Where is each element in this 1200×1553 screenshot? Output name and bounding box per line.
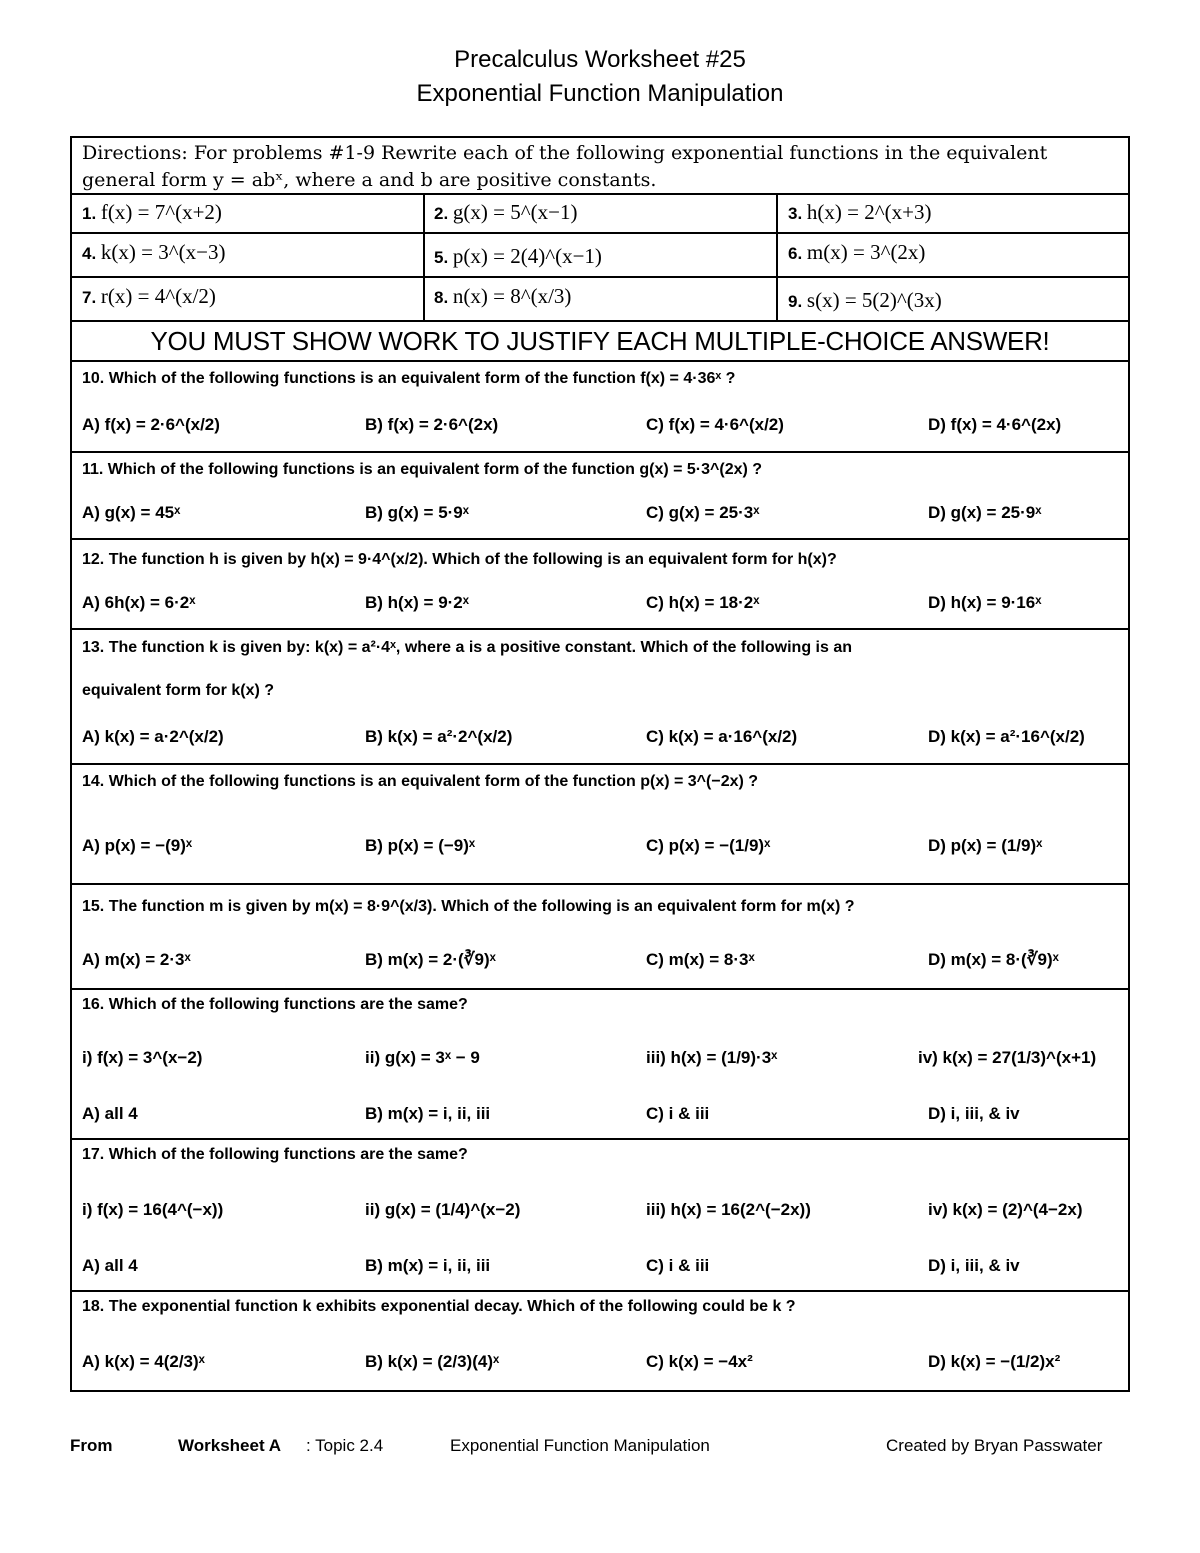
q12-option-d: D) h(x) = 9·16ˣ [928,593,1042,612]
footer-author: Created by Bryan Passwater [886,1436,1103,1455]
q17-item-ii: ii) g(x) = (1/4)^(x−2) [365,1200,521,1219]
problem-8: 8. n(x) = 8^(x/3) [434,284,572,308]
q16-option-c: C) i & iii [646,1104,710,1123]
q11-option-a: A) g(x) = 45ˣ [82,503,181,522]
q17-item-i: i) f(x) = 16(4^(−x)) [82,1200,224,1219]
q11-option-d: D) g(x) = 25·9ˣ [928,503,1042,522]
section-divider [70,538,1130,540]
question-18-text: 18. The exponential function k exhibits exponential decay. Which of the following could be k ? [82,1298,796,1315]
q13-option-d: D) k(x) = a²·16^(x/2) [928,727,1085,746]
q16-item-i: i) f(x) = 3^(x−2) [82,1048,203,1067]
grid-divider [776,193,778,321]
section-divider [70,1290,1130,1292]
q10-option-c: C) f(x) = 4·6^(x/2) [646,415,784,434]
q11-option-b: B) g(x) = 5·9ˣ [365,503,469,522]
q17-option-d: D) i, iii, & iv [928,1256,1020,1275]
page-title: Precalculus Worksheet #25 [454,46,746,73]
directions: Directions: For problems #1-9 Rewrite each of the following exponential functions in the equivalent general form y = abˣ, where a and b are positive constants. [82,142,1048,191]
q14-option-d: D) p(x) = (1/9)ˣ [928,836,1043,855]
q14-option-c: C) p(x) = −(1/9)ˣ [646,836,771,855]
question-12-text: 12. The function h is given by h(x) = 9·4^(x/2). Which of the following is an equivalent form for h(x)? [82,551,837,568]
page-subtitle: Exponential Function Manipulation [416,80,784,107]
section-divider [70,360,1130,362]
q16-item-iii: iii) h(x) = (1/9)·3ˣ [646,1048,778,1067]
q13-option-a: A) k(x) = a·2^(x/2) [82,727,224,746]
question-15-text: 15. The function m is given by m(x) = 8·9^(x/3). Which of the following is an equivalent form for m(x) ? [82,898,855,915]
q15-option-d: D) m(x) = 8·(∛9)ˣ [928,950,1059,969]
q18-option-d: D) k(x) = −(1/2)x² [928,1352,1061,1371]
q16-option-d: D) i, iii, & iv [928,1104,1020,1123]
q17-option-b: B) m(x) = i, ii, iii [365,1256,491,1275]
q10-option-d: D) f(x) = 4·6^(2x) [928,415,1062,434]
q16-item-iv: iv) k(x) = 27(1/3)^(x+1) [918,1048,1097,1067]
grid-divider [423,193,425,321]
footer-topic: : Topic 2.4 [306,1436,384,1455]
q13-option-b: B) k(x) = a²·2^(x/2) [365,727,513,746]
q15-option-b: B) m(x) = 2·(∛9)ˣ [365,950,496,969]
grid-line [70,193,1130,195]
problem-6: 6. m(x) = 3^(2x) [788,240,926,264]
q12-option-c: C) h(x) = 18·2ˣ [646,593,760,612]
q12-option-a: A) 6h(x) = 6·2ˣ [82,593,196,612]
q14-option-a: A) p(x) = −(9)ˣ [82,836,193,855]
q13-option-c: C) k(x) = a·16^(x/2) [646,727,798,746]
q14-option-b: B) p(x) = (−9)ˣ [365,836,476,855]
q17-item-iv: iv) k(x) = (2)^(4−2x) [928,1200,1083,1219]
problem-2: 2. g(x) = 5^(x−1) [434,200,578,224]
problem-1: 1. f(x) = 7^(x+2) [82,200,222,224]
q17-option-c: C) i & iii [646,1256,710,1275]
q16-option-a: A) all 4 [82,1104,138,1123]
q18-option-a: A) k(x) = 4(2/3)ˣ [82,1352,205,1371]
q18-option-b: B) k(x) = (2/3)(4)ˣ [365,1352,500,1371]
q17-item-iii: iii) h(x) = 16(2^(−2x)) [646,1200,811,1219]
q11-option-c: C) g(x) = 25·3ˣ [646,503,760,522]
problem-7: 7. r(x) = 4^(x/2) [82,284,216,308]
footer-from: From [70,1436,113,1455]
question-11-text: 11. Which of the following functions is an equivalent form of the function g(x) = 5·3^(2x) ? [82,461,763,478]
footer-worksheet: Worksheet A [178,1436,281,1455]
section-divider [70,988,1130,990]
problem-4: 4. k(x) = 3^(x−3) [82,240,226,264]
section-divider [70,883,1130,885]
question-14-text: 14. Which of the following functions is an equivalent form of the function p(x) = 3^(−2x) ? [82,773,759,790]
q15-option-c: C) m(x) = 8·3ˣ [646,950,755,969]
question-10-text: 10. Which of the following functions is an equivalent form of the function f(x) = 4·36ˣ ? [82,370,736,387]
banner: YOU MUST SHOW WORK TO JUSTIFY EACH MULTIPLE-CHOICE ANSWER! [150,326,1050,356]
q16-option-b: B) m(x) = i, ii, iii [365,1104,491,1123]
q15-option-a: A) m(x) = 2·3ˣ [82,950,191,969]
q12-option-b: B) h(x) = 9·2ˣ [365,593,469,612]
section-divider [70,763,1130,765]
problem-9: 9. s(x) = 5(2)^(3x) [788,288,942,312]
q18-option-c: C) k(x) = −4x² [646,1352,753,1371]
question-16-text: 16. Which of the following functions are the same? [82,996,468,1013]
q16-item-ii: ii) g(x) = 3ˣ − 9 [365,1048,480,1067]
section-divider [70,1138,1130,1140]
grid-line [70,320,1130,322]
grid-line [70,276,1130,278]
problem-5: 5. p(x) = 2(4)^(x−1) [434,244,602,268]
q10-option-b: B) f(x) = 2·6^(2x) [365,415,499,434]
section-divider [70,628,1130,630]
question-13-text-cont: equivalent form for k(x) ? [82,682,275,699]
question-13-text: 13. The function k is given by: k(x) = a²·4ˣ, where a is a positive constant. Which of the following is an [82,639,852,656]
q10-option-a: A) f(x) = 2·6^(x/2) [82,415,220,434]
grid-line [70,232,1130,234]
section-divider [70,451,1130,453]
problem-3: 3. h(x) = 2^(x+3) [788,200,932,224]
question-17-text: 17. Which of the following functions are the same? [82,1146,468,1163]
footer-subject: Exponential Function Manipulation [450,1436,710,1455]
q17-option-a: A) all 4 [82,1256,138,1275]
